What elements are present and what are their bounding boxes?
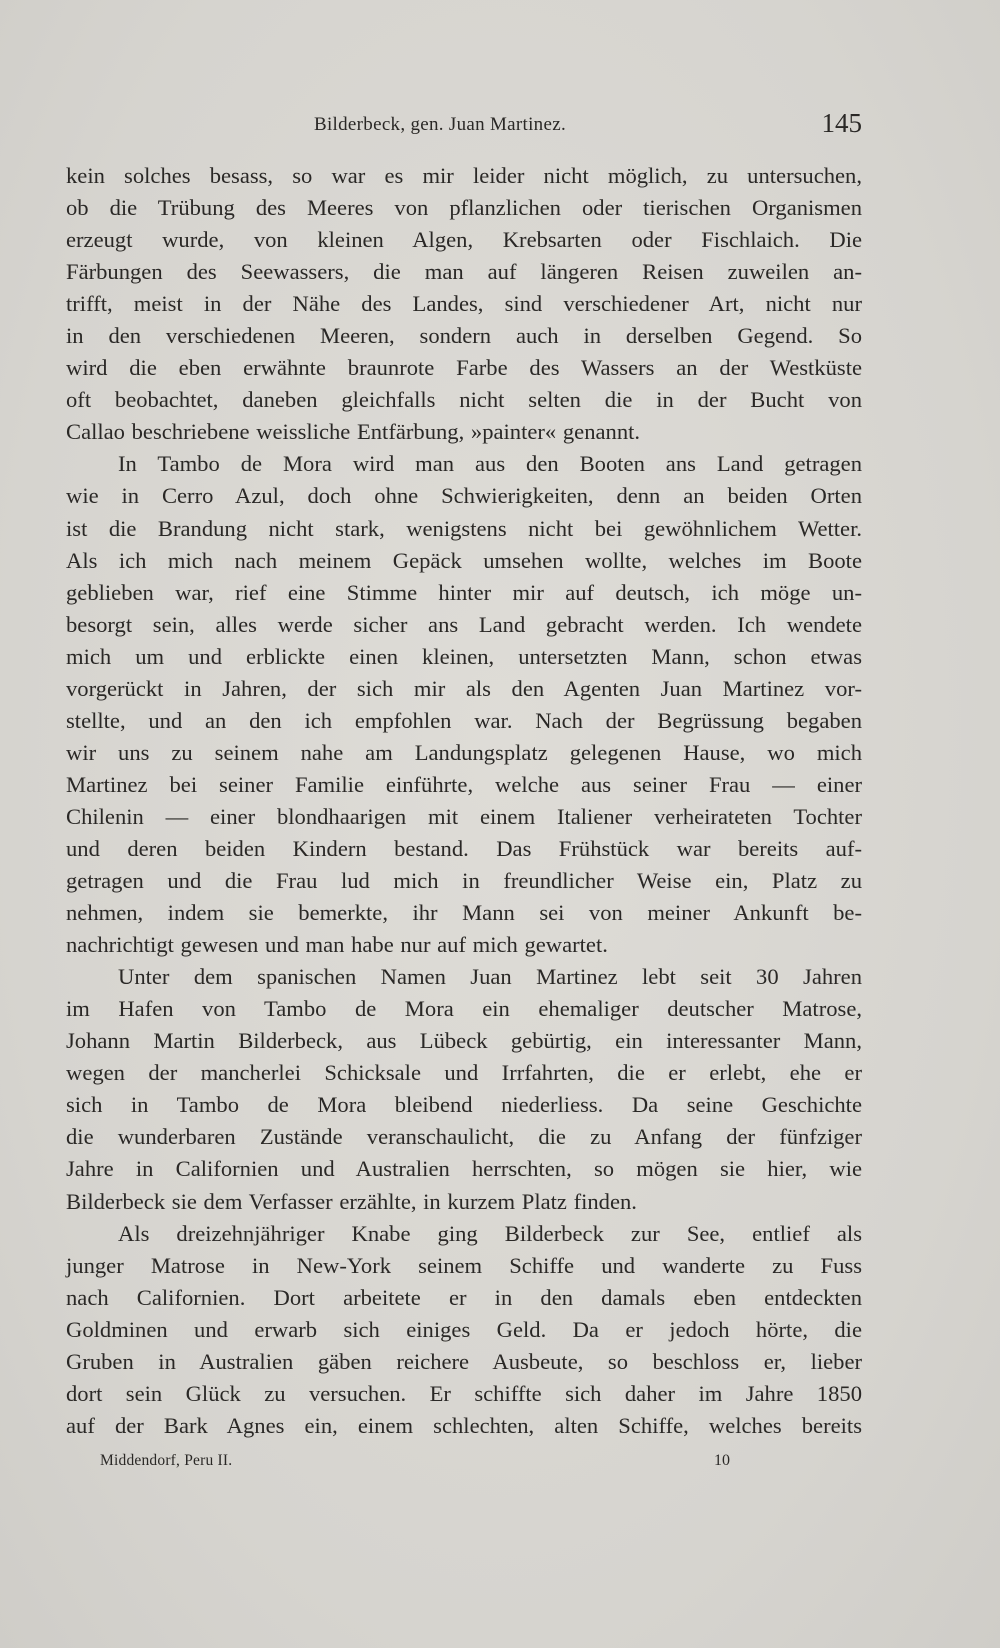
paragraph: [66, 448, 862, 961]
body-text: [66, 160, 862, 1442]
text-line: Als dreizehnjähriger Knabe ging Bilderbeck zur See, entlief als: [118, 1220, 862, 1246]
page-number: 145: [821, 108, 862, 138]
text-line: wie in Cerro Azul, doch ohne Schwierigkeiten, denn an beiden Orten: [66, 483, 862, 509]
text-line: Als ich mich nach meinem Gepäck umsehen wollte, welches im Boote: [66, 547, 862, 573]
text-line: geblieben war, rief eine Stimme hinter mir auf deutsch, ich möge un-: [66, 579, 862, 605]
paragraph: [66, 1218, 862, 1442]
text-line: die wunderbaren Zustände veranschaulicht, die zu Anfang der fünfziger: [66, 1124, 862, 1150]
text-line: wird die eben erwähnte braunrote Farbe des Wassers an der Westküste: [66, 355, 862, 381]
text-line: ob die Trübung des Meeres von pflanzlichen oder tierischen Organismen: [66, 195, 862, 221]
text-line: oft beobachtet, daneben gleichfalls nicht selten die in der Bucht von: [66, 387, 862, 413]
text-line: sich in Tambo de Mora bleibend niederliess. Da seine Geschichte: [66, 1092, 862, 1118]
paragraph: [66, 961, 862, 1217]
text-line: und deren beiden Kindern bestand. Das Frühstück war bereits auf-: [66, 835, 862, 861]
text-line: trifft, meist in der Nähe des Landes, sind verschiedener Art, nicht nur: [66, 291, 862, 317]
text-line: ist die Brandung nicht stark, wenigstens nicht bei gewöhnlichem Wetter.: [66, 515, 862, 541]
text-line: Gruben in Australien gäben reichere Ausbeute, so beschloss er, lieber: [66, 1348, 862, 1374]
text-line: vorgerückt in Jahren, der sich mir als den Agenten Juan Martinez vor-: [66, 675, 862, 701]
text-line: im Hafen von Tambo de Mora ein ehemaliger deutscher Matrose,: [66, 996, 862, 1022]
text-line: dort sein Glück zu versuchen. Er schiffte sich daher im Jahre 1850: [66, 1380, 862, 1406]
paragraph: [66, 160, 862, 448]
printer-signature: Middendorf, Peru II.: [100, 1452, 233, 1469]
text-line: nehmen, indem sie bemerkte, ihr Mann sei von meiner Ankunft be-: [66, 900, 862, 926]
text-line: getragen und die Frau lud mich in freundlicher Weise ein, Platz zu: [66, 868, 862, 894]
text-line: mich um und erblickte einen kleinen, untersetzten Mann, schon etwas: [66, 643, 862, 669]
text-line: Martinez bei seiner Familie einführte, welche aus seiner Frau — einer: [66, 771, 862, 797]
text-line: nachrichtigt gewesen und man habe nur auf mich gewartet.: [66, 932, 608, 958]
text-line: besorgt sein, alles werde sicher ans Land gebracht werden. Ich wendete: [66, 611, 862, 637]
running-head: Bilderbeck, gen. Juan Martinez.: [314, 114, 566, 135]
sheet-number: 10: [714, 1452, 730, 1469]
text-line: Chilenin — einer blondhaarigen mit einem Italiener verheirateten Tochter: [66, 803, 862, 829]
text-line: Färbungen des Seewassers, die man auf längeren Reisen zuweilen an-: [66, 259, 862, 285]
text-line: erzeugt wurde, von kleinen Algen, Krebsarten oder Fischlaich. Die: [66, 227, 862, 253]
page-header: [66, 108, 862, 148]
text-line: Unter dem spanischen Namen Juan Martinez lebt seit 30 Jahren: [118, 964, 862, 990]
text-line: Bilderbeck sie dem Verfasser erzählte, in kurzem Platz finden.: [66, 1188, 637, 1214]
text-line: kein solches besass, so war es mir leider nicht möglich, zu untersuchen,: [66, 163, 862, 188]
text-line: junger Matrose in New-York seinem Schiffe und wanderte zu Fuss: [66, 1252, 862, 1278]
text-line: auf der Bark Agnes ein, einem schlechten, alten Schiffe, welches bereits: [66, 1412, 862, 1438]
text-line: in den verschiedenen Meeren, sondern auch in derselben Gegend. So: [66, 323, 862, 349]
text-line: In Tambo de Mora wird man aus den Booten ans Land getragen: [118, 451, 862, 477]
page-footer: [100, 1452, 780, 1476]
text-line: stellte, und an den ich empfohlen war. Nach der Begrüssung begaben: [66, 707, 862, 733]
text-line: wegen der mancherlei Schicksale und Irrfahrten, die er erlebt, ehe er: [66, 1060, 862, 1086]
text-line: Johann Martin Bilderbeck, aus Lübeck gebürtig, ein interessanter Mann,: [66, 1028, 862, 1054]
text-line: Jahre in Californien und Australien herrschten, so mögen sie hier, wie: [66, 1156, 862, 1182]
text-line: Goldminen und erwarb sich einiges Geld. Da er jedoch hörte, die: [66, 1316, 862, 1342]
text-line: Callao beschriebene weissliche Entfärbung, »painter« genannt.: [66, 419, 641, 445]
text-line: nach Californien. Dort arbeitete er in den damals eben entdeckten: [66, 1284, 862, 1310]
text-line: wir uns zu seinem nahe am Landungsplatz gelegenen Hause, wo mich: [66, 739, 862, 765]
